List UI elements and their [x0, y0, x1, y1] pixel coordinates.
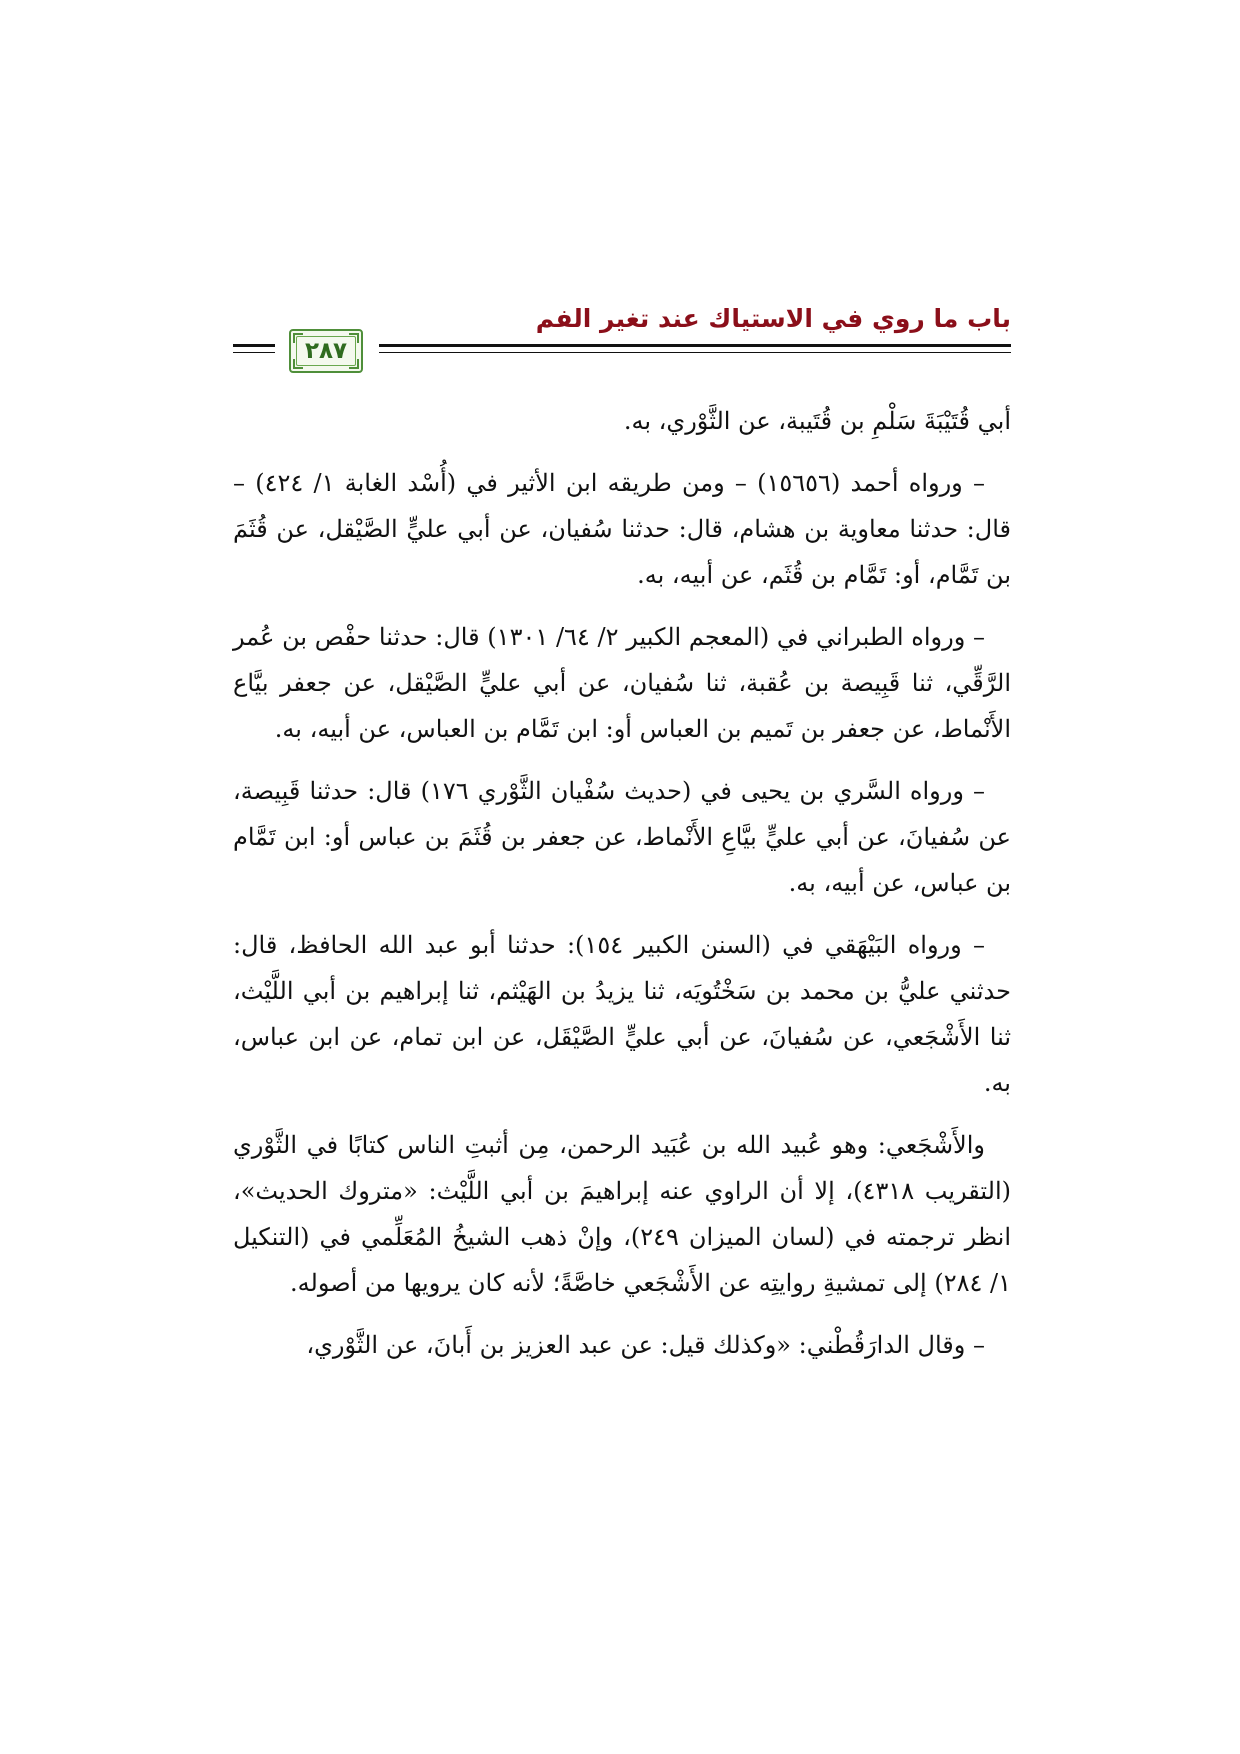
paragraph: – ورواه البَيْهَقي في (السنن الكبير ١٥٤): حدثنا أبو عبد الله الحافظ، قال: حدثني عليُّ بن محمد بن سَخْتُويَه، ثنا يزيدُ بن الهَيْثم، ثنا إبراهيم بن أبي اللَّيْث، ثنا الأَشْجَعي، عن سُفيانَ، عن أبي عليٍّ الصَّيْقَل، عن ابن تمام، عن ابن عباس، به. — [233, 931, 1011, 1097]
paragraph: – ورواه الطبراني في (المعجم الكبير ٢/ ٦٤/ ١٣٠١) قال: حدثنا حفْص بن عُمر الرَّقِّي، ثنا قَبِيصة بن عُقبة، ثنا سُفيان، عن أبي عليٍّ الصَّيْقل، عن جعفر بيَّاع الأَنْماط، عن جعفر بن تَميم بن العباس أو: ابن تَمَّام بن العباس، عن أبيه، به. — [233, 623, 1011, 743]
page-header — [233, 300, 1011, 380]
page-body — [233, 398, 1011, 1384]
page-number-badge — [289, 329, 363, 373]
paragraph: والأَشْجَعي: وهو عُبيد الله بن عُبَيد الرحمن، مِن أثبتِ الناس كتابًا في الثَّوْري (التقريب ٤٣١٨)، إلا أن الراوي عنه إبراهيمَ بن أبي اللَّيْث: «متروك الحديث»، انظر ترجمته في (لسان الميزان ٢٤٩)، وإنْ ذهب الشيخُ المُعَلِّمي في (التنكيل ١/ ٢٨٤) إلى تمشيةِ روايتِه عن الأَشْجَعي خاصَّةً؛ لأنه كان يرويها من أصوله. — [233, 1131, 1011, 1297]
paragraph: – ورواه أحمد (١٥٦٥٦) – ومن طريقه ابن الأثير في (أُسْد الغابة ١/ ٤٢٤) – قال: حدثنا معاوية بن هشام، قال: حدثنا سُفيان، عن أبي عليٍّ الصَّيْقل، عن قُثَمَ بن تَمَّام، أو: تَمَّام بن قُثَم، عن أبيه، به. — [233, 469, 1011, 589]
chapter-title: باب ما روي في الاستياك عند تغير الفم — [535, 304, 1011, 333]
page-number: ٢٨٧ — [304, 338, 348, 364]
paragraph: أبي قُتَيْبَةَ سَلْمِ بن قُتَيبة، عن الثَّوْري، به. — [623, 407, 1011, 435]
paragraph: – ورواه السَّري بن يحيى في (حديث سُفْيان الثَّوْري ١٧٦) قال: حدثنا قَبِيصة، عن سُفيانَ، عن أبي عليٍّ بيَّاعِ الأَنْماط، عن جعفر بن قُثَمَ بن عباس أو: ابن تَمَّام بن عباس، عن أبيه، به. — [233, 777, 1011, 897]
header-rule-left-thin — [233, 352, 275, 353]
header-rule-right — [379, 344, 1011, 347]
paragraph: – وقال الدارَقُطْني: «وكذلك قيل: عن عبد العزيز بن أَبانَ، عن الثَّوْري، — [306, 1331, 985, 1359]
header-rule-right-thin — [379, 352, 1011, 353]
header-rule-left — [233, 344, 275, 347]
